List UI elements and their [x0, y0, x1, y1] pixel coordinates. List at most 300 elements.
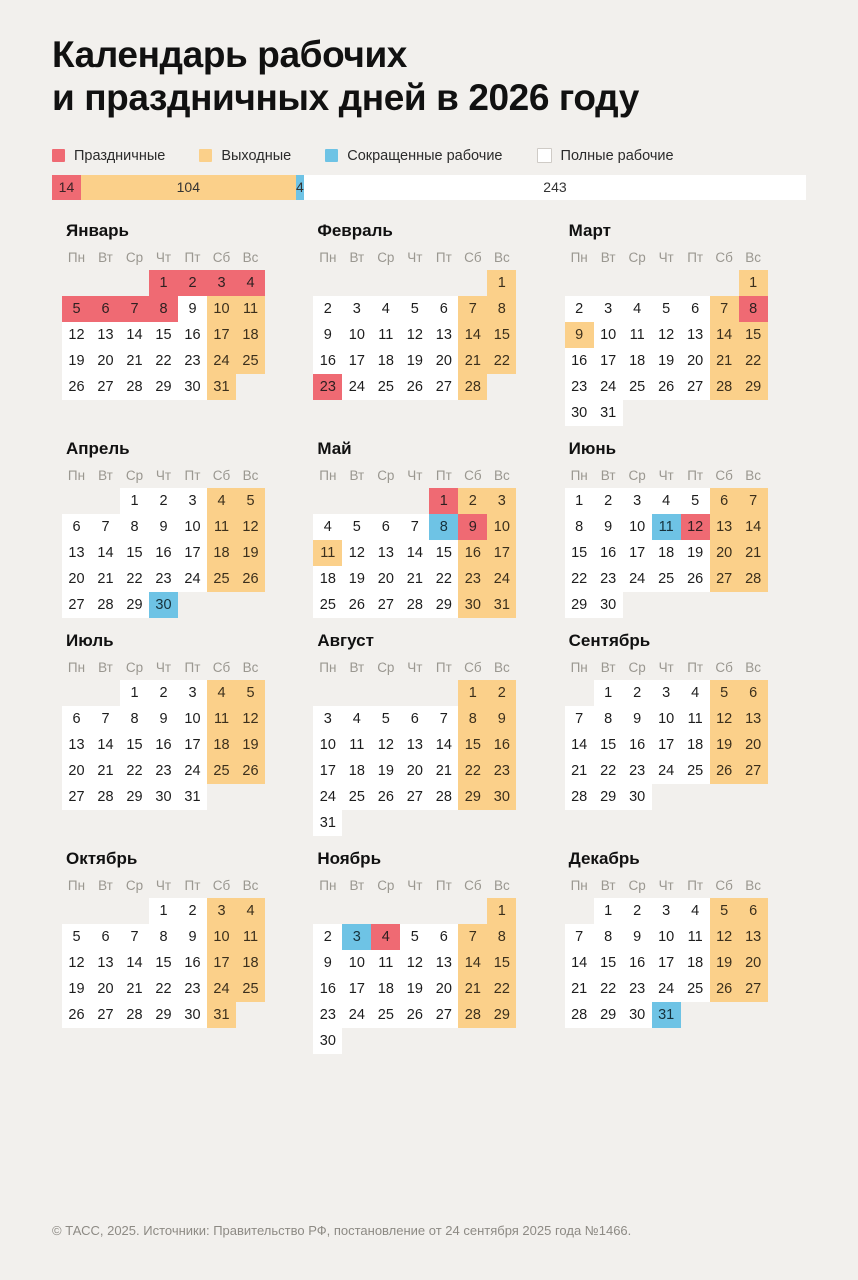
month-name: Март [568, 220, 611, 240]
weekday-label: Пт [184, 659, 201, 675]
day-cell-work: 20 [62, 566, 91, 592]
summary-bar-segment-work [304, 175, 806, 200]
day-cell-empty [371, 488, 400, 514]
weekday-label: Вс [242, 877, 259, 893]
legend-swatch-short-icon [325, 149, 338, 162]
day-cell-work: 3 [178, 488, 207, 514]
day-cell-work: 27 [62, 784, 91, 810]
weekday-label: Сб [715, 467, 733, 483]
legend-swatch-weekend-icon [199, 149, 212, 162]
day-cell-work: 4 [342, 706, 371, 732]
day-cell-work: 26 [400, 1002, 429, 1028]
day-cell-work: 21 [565, 976, 594, 1002]
day-grid [62, 898, 302, 1028]
day-cell-work: 30 [149, 784, 178, 810]
day-cell-empty [120, 898, 149, 924]
day-cell-work: 13 [91, 322, 120, 348]
day-cell-work: 29 [149, 374, 178, 400]
day-cell-empty [739, 784, 768, 810]
day-cell-weekend: 12 [710, 924, 739, 950]
day-cell-work: 18 [371, 348, 400, 374]
day-cell-weekend: 27 [739, 758, 768, 784]
day-cell-work: 3 [313, 706, 342, 732]
day-cell-work: 2 [565, 296, 594, 322]
day-cell-work: 16 [178, 950, 207, 976]
weekday-label: Сб [464, 467, 482, 483]
day-cell-work: 18 [342, 758, 371, 784]
day-cell-empty [739, 592, 768, 618]
day-grid [313, 898, 553, 1054]
day-cell-work: 26 [652, 374, 681, 400]
day-grid [565, 270, 805, 426]
day-cell-work: 2 [623, 898, 652, 924]
day-cell-work: 9 [149, 514, 178, 540]
day-cell-weekend: 16 [487, 732, 516, 758]
day-cell-empty [342, 898, 371, 924]
day-cell-weekend: 11 [236, 296, 265, 322]
day-cell-work: 16 [313, 348, 342, 374]
weekday-label: Сб [715, 249, 733, 265]
month-name: Май [317, 438, 352, 458]
day-cell-work: 8 [565, 514, 594, 540]
day-cell-weekend: 1 [739, 270, 768, 296]
day-cell-weekend: 21 [458, 348, 487, 374]
day-cell-work: 1 [594, 680, 623, 706]
day-cell-empty [429, 898, 458, 924]
day-cell-weekend: 18 [207, 732, 236, 758]
day-cell-work: 13 [429, 322, 458, 348]
day-cell-work: 18 [681, 732, 710, 758]
day-cell-empty [681, 270, 710, 296]
weekday-header-row [62, 468, 302, 488]
month-grid [52, 221, 806, 1054]
day-cell-weekend: 8 [487, 924, 516, 950]
day-cell-work: 4 [681, 898, 710, 924]
day-cell-weekend: 17 [207, 950, 236, 976]
day-cell-work: 19 [342, 566, 371, 592]
day-cell-weekend: 22 [739, 348, 768, 374]
day-cell-weekend: 5 [710, 898, 739, 924]
day-cell-weekend: 15 [487, 950, 516, 976]
day-cell-work: 2 [313, 924, 342, 950]
day-cell-empty [91, 488, 120, 514]
weekday-label: Пн [67, 249, 86, 265]
day-cell-empty [429, 270, 458, 296]
day-cell-work: 15 [120, 540, 149, 566]
day-cell-work: 9 [178, 296, 207, 322]
day-cell-work: 24 [594, 374, 623, 400]
day-cell-work: 19 [371, 758, 400, 784]
day-cell-work: 17 [652, 732, 681, 758]
day-cell-work: 21 [429, 758, 458, 784]
day-cell-work: 15 [429, 540, 458, 566]
month-7 [52, 631, 302, 836]
day-cell-empty [681, 400, 710, 426]
day-cell-work: 16 [313, 976, 342, 1002]
day-cell-weekend: 21 [458, 976, 487, 1002]
weekday-label: Пн [319, 467, 337, 483]
day-cell-work: 9 [623, 706, 652, 732]
day-cell-work: 25 [371, 374, 400, 400]
day-cell-short: 31 [652, 1002, 681, 1028]
month-name: Октябрь [66, 848, 138, 868]
day-cell-work: 8 [594, 706, 623, 732]
day-cell-empty [458, 1028, 487, 1054]
day-cell-holiday: 3 [207, 270, 236, 296]
day-cell-empty [458, 270, 487, 296]
day-cell-empty [236, 1002, 265, 1028]
day-cell-work: 20 [429, 348, 458, 374]
day-grid [565, 680, 805, 810]
day-cell-weekend: 21 [710, 348, 739, 374]
day-cell-work: 2 [149, 488, 178, 514]
month-name: Июль [66, 630, 114, 650]
day-cell-weekend: 22 [487, 348, 516, 374]
day-cell-short: 3 [342, 924, 371, 950]
weekday-label: Ср [125, 659, 144, 675]
weekday-label: Пн [319, 877, 337, 893]
weekday-label: Вт [600, 249, 616, 265]
weekday-label: Вс [493, 249, 510, 265]
weekday-header-row [313, 250, 553, 270]
day-cell-work: 26 [371, 784, 400, 810]
day-cell-weekend: 18 [207, 540, 236, 566]
month-2 [303, 221, 553, 426]
day-cell-work: 10 [623, 514, 652, 540]
day-cell-work: 30 [565, 400, 594, 426]
weekday-label: Вс [493, 877, 510, 893]
day-cell-empty [342, 488, 371, 514]
day-cell-work: 7 [91, 514, 120, 540]
day-cell-work: 3 [178, 680, 207, 706]
day-cell-holiday: 4 [236, 270, 265, 296]
legend-item-weekend [199, 148, 291, 164]
weekday-label: Сб [212, 877, 231, 893]
day-cell-work: 6 [62, 706, 91, 732]
day-cell-work: 29 [594, 784, 623, 810]
day-cell-work: 17 [623, 540, 652, 566]
day-cell-empty [594, 270, 623, 296]
day-grid [62, 680, 302, 810]
weekday-label: Ср [377, 659, 395, 675]
day-cell-weekend: 29 [487, 1002, 516, 1028]
day-cell-work: 23 [178, 348, 207, 374]
day-cell-empty [120, 270, 149, 296]
day-cell-weekend: 6 [739, 680, 768, 706]
weekday-label: Вт [98, 249, 113, 265]
legend-label: Выходные [221, 147, 292, 164]
day-cell-work: 2 [594, 488, 623, 514]
weekday-label: Сб [715, 877, 733, 893]
day-cell-empty [207, 784, 236, 810]
day-cell-work: 9 [313, 950, 342, 976]
day-cell-work: 5 [400, 924, 429, 950]
day-cell-empty [371, 810, 400, 836]
weekday-label: Вт [349, 467, 365, 483]
day-cell-holiday: 9 [458, 514, 487, 540]
weekday-label: Чт [407, 249, 423, 265]
day-cell-weekend: 13 [739, 706, 768, 732]
day-cell-work: 23 [149, 758, 178, 784]
day-cell-empty [487, 374, 516, 400]
day-cell-weekend: 4 [207, 680, 236, 706]
day-cell-weekend: 8 [487, 296, 516, 322]
weekday-label: Пн [319, 659, 337, 675]
day-cell-weekend: 28 [458, 1002, 487, 1028]
day-cell-empty [710, 400, 739, 426]
weekday-label: Вс [745, 249, 762, 265]
day-cell-work: 5 [681, 488, 710, 514]
day-grid [565, 898, 805, 1028]
page-title-line-2: и праздничных дней в 2026 году [52, 76, 639, 118]
day-cell-work: 8 [149, 924, 178, 950]
day-cell-weekend: 23 [458, 566, 487, 592]
day-cell-work: 16 [623, 950, 652, 976]
day-cell-work: 16 [594, 540, 623, 566]
day-grid [62, 488, 302, 618]
day-cell-weekend: 2 [458, 488, 487, 514]
day-cell-work: 15 [149, 950, 178, 976]
day-cell-work: 21 [91, 566, 120, 592]
weekday-label: Ср [377, 467, 395, 483]
day-cell-weekend: 10 [207, 924, 236, 950]
weekday-label: Ср [125, 249, 144, 265]
day-cell-empty [342, 1028, 371, 1054]
day-cell-work: 14 [91, 540, 120, 566]
day-cell-weekend: 29 [458, 784, 487, 810]
day-cell-empty [62, 488, 91, 514]
day-cell-weekend: 2 [487, 680, 516, 706]
day-cell-weekend: 9 [565, 322, 594, 348]
day-cell-work: 9 [178, 924, 207, 950]
day-cell-work: 25 [652, 566, 681, 592]
day-cell-work: 1 [594, 898, 623, 924]
day-cell-work: 31 [594, 400, 623, 426]
day-cell-work: 19 [400, 976, 429, 1002]
day-cell-weekend: 1 [458, 680, 487, 706]
day-cell-work: 12 [652, 322, 681, 348]
weekday-label: Вс [745, 659, 762, 675]
day-cell-empty [652, 592, 681, 618]
day-cell-work: 4 [371, 296, 400, 322]
day-cell-work: 1 [120, 680, 149, 706]
day-cell-work: 17 [313, 758, 342, 784]
day-cell-work: 16 [149, 732, 178, 758]
day-cell-work: 9 [313, 322, 342, 348]
weekday-label: Чт [155, 249, 172, 265]
day-cell-empty [207, 592, 236, 618]
day-cell-work: 24 [652, 758, 681, 784]
weekday-label: Пт [184, 249, 201, 265]
weekday-header-row [313, 878, 553, 898]
day-cell-weekend: 27 [710, 566, 739, 592]
day-grid [565, 488, 805, 618]
month-name: Июнь [568, 438, 617, 458]
day-cell-work: 18 [371, 976, 400, 1002]
summary-bar-segment-short [296, 175, 304, 200]
day-cell-work: 14 [565, 732, 594, 758]
day-cell-empty [652, 400, 681, 426]
weekday-label: Чт [155, 467, 172, 483]
day-grid [62, 270, 302, 400]
day-cell-empty [400, 810, 429, 836]
day-cell-work: 25 [623, 374, 652, 400]
day-cell-work: 14 [400, 540, 429, 566]
day-cell-work: 6 [371, 514, 400, 540]
day-cell-weekend: 5 [236, 488, 265, 514]
day-cell-empty [565, 898, 594, 924]
weekday-label: Вт [349, 249, 365, 265]
day-cell-work: 24 [178, 758, 207, 784]
weekday-label: Чт [658, 249, 674, 265]
day-cell-weekend: 16 [458, 540, 487, 566]
weekday-label: Чт [155, 877, 172, 893]
day-cell-weekend: 17 [487, 540, 516, 566]
day-cell-work: 24 [313, 784, 342, 810]
day-cell-weekend: 20 [739, 950, 768, 976]
day-cell-work: 30 [623, 1002, 652, 1028]
day-cell-weekend: 25 [207, 566, 236, 592]
day-cell-work: 24 [342, 1002, 371, 1028]
day-cell-work: 18 [313, 566, 342, 592]
day-cell-work: 5 [62, 924, 91, 950]
day-cell-empty [681, 1002, 710, 1028]
weekday-label: Вс [745, 877, 762, 893]
day-cell-weekend: 17 [207, 322, 236, 348]
day-cell-work: 19 [62, 348, 91, 374]
day-cell-work: 25 [681, 976, 710, 1002]
day-cell-work: 30 [623, 784, 652, 810]
day-cell-weekend: 11 [207, 706, 236, 732]
summary-bar-value: 14 [58, 179, 75, 196]
day-cell-weekend: 14 [710, 322, 739, 348]
weekday-label: Сб [212, 659, 231, 675]
day-cell-weekend: 5 [236, 680, 265, 706]
weekday-label: Пн [319, 249, 337, 265]
day-cell-work: 28 [91, 592, 120, 618]
weekday-label: Пн [67, 467, 86, 483]
day-cell-empty [400, 488, 429, 514]
weekday-header-row [313, 660, 553, 680]
weekday-header-row [62, 878, 302, 898]
day-cell-weekend: 15 [739, 322, 768, 348]
day-cell-work: 21 [91, 758, 120, 784]
day-cell-work: 7 [400, 514, 429, 540]
day-cell-work: 25 [681, 758, 710, 784]
day-cell-work: 13 [371, 540, 400, 566]
day-cell-work: 6 [400, 706, 429, 732]
day-cell-weekend: 7 [739, 488, 768, 514]
weekday-label: Ср [628, 467, 646, 483]
day-cell-work: 12 [400, 950, 429, 976]
day-cell-weekend: 7 [458, 296, 487, 322]
day-cell-work: 14 [120, 322, 149, 348]
day-cell-work: 16 [565, 348, 594, 374]
day-cell-weekend: 13 [739, 924, 768, 950]
weekday-header-row [62, 660, 302, 680]
day-cell-work: 30 [313, 1028, 342, 1054]
day-cell-holiday: 12 [681, 514, 710, 540]
weekday-label: Ср [628, 877, 646, 893]
day-cell-work: 27 [91, 374, 120, 400]
weekday-label: Чт [407, 659, 423, 675]
day-cell-work: 29 [120, 592, 149, 618]
day-cell-work: 12 [342, 540, 371, 566]
day-cell-work: 29 [120, 784, 149, 810]
day-cell-weekend: 14 [458, 950, 487, 976]
day-cell-work: 22 [149, 348, 178, 374]
day-cell-weekend: 26 [236, 758, 265, 784]
day-cell-empty [623, 592, 652, 618]
month-9 [555, 631, 805, 836]
weekday-label: Пн [67, 877, 86, 893]
day-cell-weekend: 10 [207, 296, 236, 322]
legend-label: Праздничные [74, 147, 166, 164]
day-cell-work: 22 [149, 976, 178, 1002]
day-cell-work: 6 [429, 924, 458, 950]
weekday-label: Вс [745, 467, 762, 483]
day-cell-weekend: 20 [739, 732, 768, 758]
day-cell-work: 23 [178, 976, 207, 1002]
weekday-header-row [565, 660, 805, 680]
weekday-header-row [565, 878, 805, 898]
weekday-label: Вс [242, 467, 259, 483]
day-cell-work: 7 [429, 706, 458, 732]
weekday-label: Пт [435, 659, 452, 675]
day-cell-work: 2 [149, 680, 178, 706]
day-cell-work: 30 [594, 592, 623, 618]
weekday-label: Вс [242, 659, 259, 675]
month-1 [52, 221, 302, 426]
day-cell-empty [710, 784, 739, 810]
day-cell-work: 17 [178, 732, 207, 758]
day-cell-weekend: 4 [236, 898, 265, 924]
day-cell-weekend: 7 [710, 296, 739, 322]
weekday-label: Ср [125, 877, 144, 893]
day-cell-work: 22 [565, 566, 594, 592]
legend [52, 148, 806, 164]
day-cell-work: 13 [91, 950, 120, 976]
day-cell-holiday: 8 [739, 296, 768, 322]
day-cell-work: 7 [565, 924, 594, 950]
weekday-label: Вс [242, 249, 259, 265]
day-cell-work: 15 [120, 732, 149, 758]
day-cell-work: 10 [342, 322, 371, 348]
weekday-label: Вт [349, 659, 365, 675]
day-cell-work: 15 [149, 322, 178, 348]
day-cell-weekend: 19 [236, 732, 265, 758]
day-cell-work: 20 [429, 976, 458, 1002]
day-cell-work: 10 [594, 322, 623, 348]
day-cell-work: 18 [623, 348, 652, 374]
day-cell-work: 13 [400, 732, 429, 758]
day-cell-empty [429, 810, 458, 836]
day-cell-work: 6 [681, 296, 710, 322]
day-cell-empty [652, 784, 681, 810]
day-cell-empty [342, 270, 371, 296]
day-cell-empty [487, 1028, 516, 1054]
day-cell-work: 27 [429, 374, 458, 400]
day-cell-holiday: 8 [149, 296, 178, 322]
day-cell-work: 21 [120, 976, 149, 1002]
day-cell-work: 24 [178, 566, 207, 592]
day-cell-work: 27 [371, 592, 400, 618]
day-cell-empty [62, 270, 91, 296]
day-cell-weekend: 12 [236, 706, 265, 732]
day-cell-work: 20 [371, 566, 400, 592]
weekday-label: Пт [184, 467, 201, 483]
day-cell-work: 27 [91, 1002, 120, 1028]
